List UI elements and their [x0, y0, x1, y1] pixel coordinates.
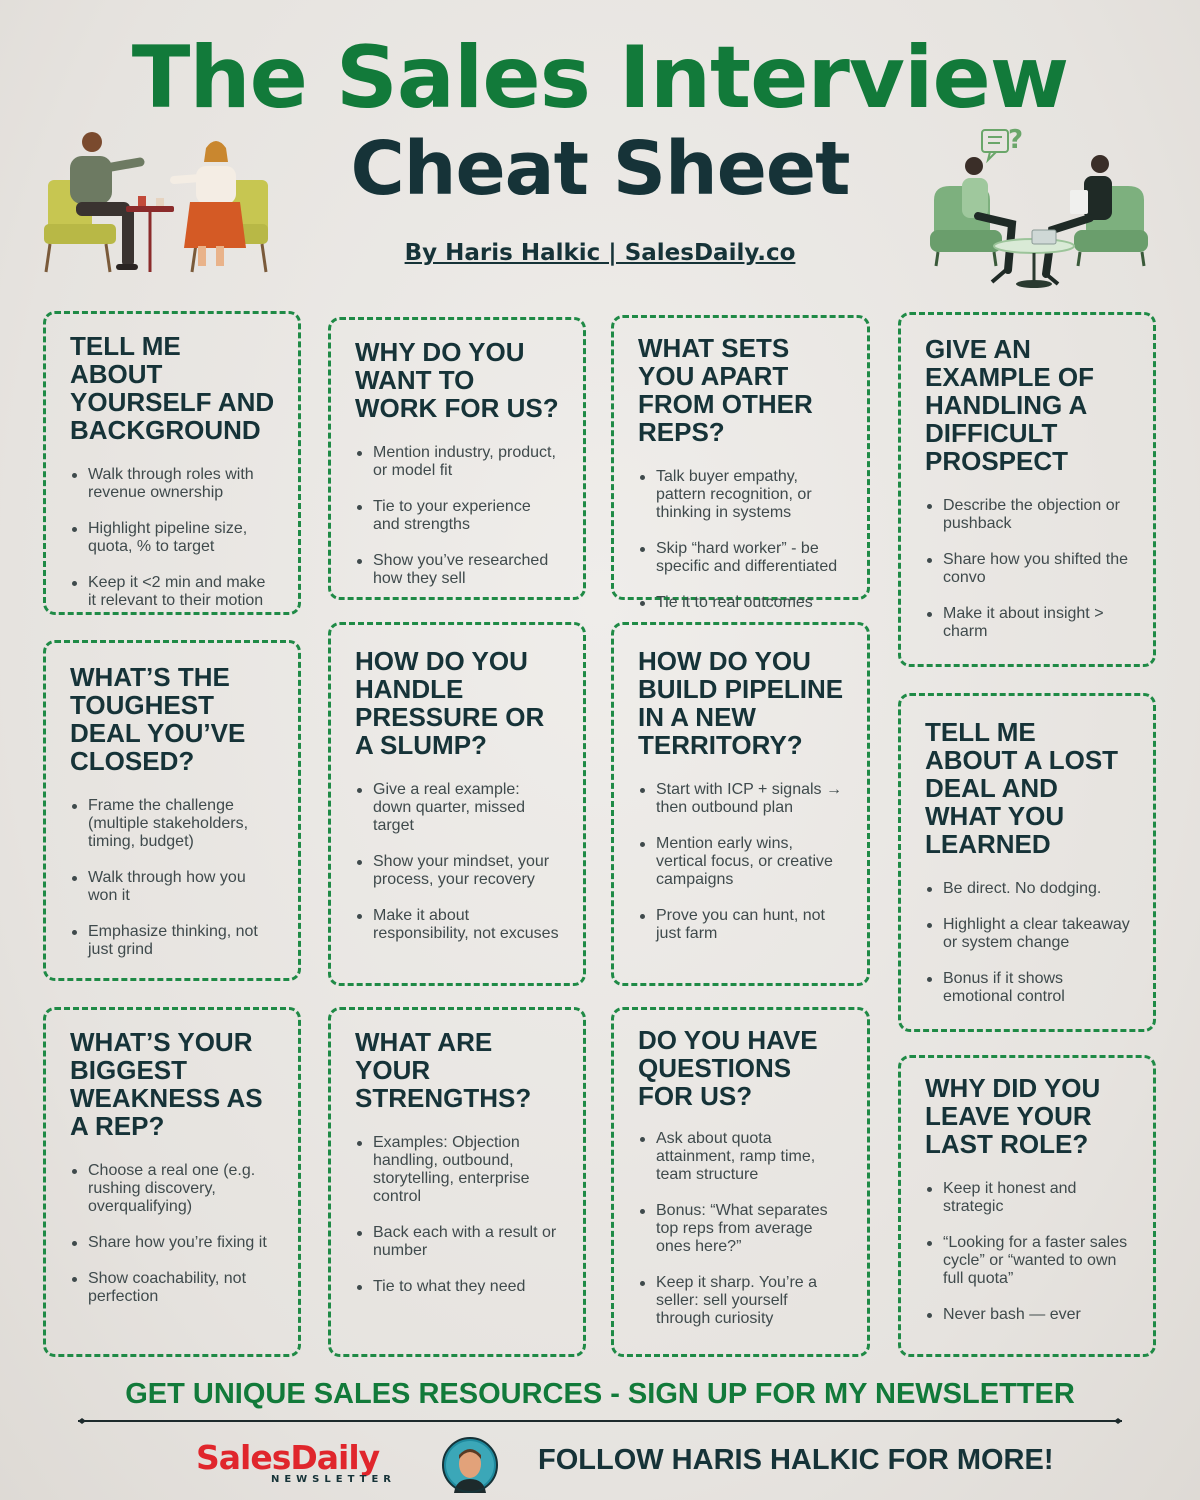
bullet-item: Choose a real one (e.g. rushing discovery, overqualifying)	[70, 1162, 276, 1216]
footer-divider	[78, 1418, 1122, 1424]
bullet-item: Walk through how you won it	[70, 869, 276, 905]
bullet-item: Give a real example: down quarter, missed target	[355, 781, 561, 835]
card-bullets	[355, 444, 561, 588]
card-title: TELL ME ABOUT A LOST DEAL AND WHAT YOU LEARNED	[925, 717, 1119, 859]
card-build-pipeline	[611, 622, 870, 986]
card-bullets	[925, 497, 1131, 641]
bullet-item: Emphasize thinking, not just grind	[70, 923, 276, 959]
bullet-item: Mention industry, product, or model fit	[355, 444, 561, 480]
bullet-item: Start with ICP + signals → then outbound plan	[638, 781, 845, 817]
card-title: WHY DID YOU LEAVE YOUR LAST ROLE?	[925, 1073, 1101, 1159]
bullet-item: Tie to what they need	[355, 1278, 561, 1296]
card-lost-deal	[898, 693, 1156, 1032]
card-bullets	[638, 1130, 845, 1328]
byline-link[interactable]: By Haris Halkic | SalesDaily.co	[404, 240, 796, 266]
interview-illustration	[40, 128, 272, 276]
bullet-item: Highlight a clear takeaway or system change	[925, 916, 1131, 952]
bullet-item: Prove you can hunt, not just farm	[638, 907, 845, 943]
card-why-work-for-us	[328, 317, 586, 600]
card-handle-pressure	[328, 622, 586, 986]
bullet-item: Tie it to real outcomes	[638, 594, 845, 612]
svg-text:?: ?	[1008, 125, 1024, 155]
bullet-item: Mention early wins, vertical focus, or creative campaigns	[638, 835, 845, 889]
card-title: WHAT SETS YOU APART FROM OTHER REPS?	[638, 333, 813, 447]
bullet-item: Show your mindset, your process, your recovery	[355, 853, 561, 889]
card-bullets	[925, 1180, 1131, 1324]
bullet-item: Show coachability, not perfection	[70, 1270, 276, 1306]
card-bullets	[355, 1134, 561, 1296]
card-questions-for-us	[611, 1007, 870, 1357]
bullet-item: Tie to your experience and strengths	[355, 498, 561, 534]
newsletter-cta[interactable]: GET UNIQUE SALES RESOURCES - SIGN UP FOR MY NEWSLETTER	[125, 1378, 1075, 1410]
bullet-item: Bonus if it shows emotional control	[925, 970, 1131, 1006]
card-strengths	[328, 1007, 586, 1357]
bullet-item: Keep it <2 min and make it relevant to their motion	[70, 574, 276, 610]
bullet-item: Make it about insight > charm	[925, 605, 1131, 641]
card-title: HOW DO YOU HANDLE PRESSURE OR A SLUMP?	[355, 646, 545, 760]
author-avatar[interactable]	[442, 1437, 498, 1493]
card-biggest-weakness	[43, 1007, 301, 1357]
card-bullets	[70, 797, 276, 959]
card-bullets	[70, 466, 276, 610]
card-title: WHAT’S YOUR BIGGEST WEAKNESS AS A REP?	[70, 1027, 263, 1141]
page-title: The Sales Interview	[131, 28, 1069, 128]
bullet-item: Talk buyer empathy, pattern recognition, or thinking in systems	[638, 468, 845, 522]
card-title: TELL ME ABOUT YOURSELF AND BACKGROUND	[70, 331, 275, 445]
bullet-item: Highlight pipeline size, quota, % to target	[70, 520, 276, 556]
bullet-item: Describe the objection or pushback	[925, 497, 1131, 533]
card-sets-you-apart	[611, 315, 870, 611]
bullet-item: Back each with a result or number	[355, 1224, 561, 1260]
bullet-item: Keep it honest and strategic	[925, 1180, 1131, 1216]
card-bullets	[355, 781, 561, 943]
brand-subtitle: NEWSLETTER	[270, 1474, 396, 1485]
card-bullets	[70, 1162, 276, 1306]
card-title: GIVE AN EXAMPLE OF HANDLING A DIFFICULT PROSPECT	[925, 334, 1095, 476]
card-title: WHAT ARE YOUR STRENGTHS?	[355, 1027, 532, 1113]
salesdaily-logo[interactable]	[196, 1440, 396, 1490]
follow-author-text: FOLLOW HARIS HALKIC FOR MORE!	[538, 1444, 1054, 1476]
bullet-item: Never bash — ever	[925, 1306, 1131, 1324]
bullet-item: Make it about responsibility, not excuses	[355, 907, 561, 943]
bullet-item: Walk through roles with revenue ownership	[70, 466, 276, 502]
brand-name: SalesDaily	[196, 1438, 380, 1477]
card-bullets	[925, 880, 1131, 1006]
bullet-item: Show you’ve researched how they sell	[355, 552, 561, 588]
card-tell-me-about-yourself	[43, 311, 301, 615]
card-title: WHAT’S THE TOUGHEST DEAL YOU’VE CLOSED?	[70, 662, 246, 776]
card-bullets	[638, 468, 845, 612]
bullet-item: “Looking for a faster sales cycle” or “wanted to own full quota”	[925, 1234, 1131, 1288]
bullet-item: Share how you’re fixing it	[70, 1234, 276, 1252]
card-title: WHY DO YOU WANT TO WORK FOR US?	[355, 337, 559, 423]
bullet-item: Be direct. No dodging.	[925, 880, 1131, 898]
page-subtitle: Cheat Sheet	[350, 126, 850, 212]
bullet-item: Bonus: “What separates top reps from average ones here?”	[638, 1202, 845, 1256]
bullet-item: Ask about quota attainment, ramp time, team structure	[638, 1130, 845, 1184]
bullet-item: Share how you shifted the convo	[925, 551, 1131, 587]
card-title: DO YOU HAVE QUESTIONS FOR US?	[638, 1025, 818, 1111]
meeting-illustration	[928, 150, 1150, 292]
card-difficult-prospect	[898, 312, 1156, 667]
card-bullets	[638, 781, 845, 943]
bullet-item: Frame the challenge (multiple stakeholders, timing, budget)	[70, 797, 276, 851]
bullet-item: Skip “hard worker” - be specific and differentiated	[638, 540, 845, 576]
card-leave-last-role	[898, 1055, 1156, 1357]
bullet-item: Keep it sharp. You’re a seller: sell yourself through curiosity	[638, 1274, 845, 1328]
card-title: HOW DO YOU BUILD PIPELINE IN A NEW TERRITORY?	[638, 646, 844, 760]
bullet-item: Examples: Objection handling, outbound, storytelling, enterprise control	[355, 1134, 561, 1206]
card-toughest-deal	[43, 640, 301, 981]
